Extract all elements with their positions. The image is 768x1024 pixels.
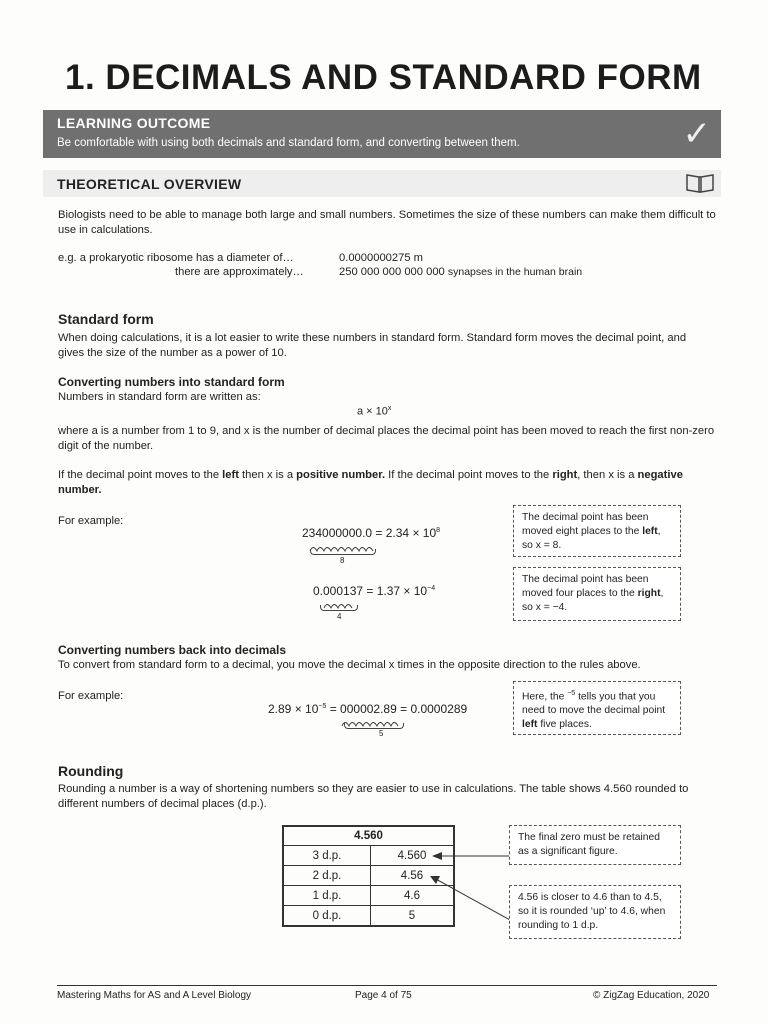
rounding-connectors <box>420 840 520 930</box>
rounding-heading: Rounding <box>58 763 124 779</box>
learning-outcome-heading: LEARNING OUTCOME <box>57 115 211 131</box>
rule-part: If the decimal point moves to the <box>385 469 553 481</box>
footer-left: Mastering Maths for AS and A Level Biology <box>57 990 251 1001</box>
for-example-label-2: For example: <box>58 690 124 702</box>
rule-positive: positive number. <box>296 469 386 481</box>
back-note <box>513 681 681 735</box>
back-to-decimals-text: To convert from standard form to a decimal, you move the decimal x times in the opposite direction to the rules above. <box>58 659 641 671</box>
learning-outcome-text: Be comfortable with using both decimals and standard form, and converting between them. <box>57 137 520 149</box>
rule-right: right <box>552 469 578 481</box>
example1-expr: 234000000.0 = 2.34 × 10 <box>302 526 437 540</box>
example2-exponent: −4 <box>427 585 436 592</box>
rounding-note-2: 4.56 is closer to 4.6 than to 4.5, so it is rounded ‘up’ to 4.6, when rounding to 1 d.p. <box>509 885 681 939</box>
back-expression <box>268 702 467 716</box>
example2-count: 4 <box>337 612 342 621</box>
footer-copyright: © ZigZag Education, 2020 <box>593 990 710 1001</box>
example2-brace <box>320 605 358 611</box>
back-expr-exponent: −5 <box>318 703 327 710</box>
table-cell-value: 4.6 <box>371 886 455 906</box>
footer-page-number: Page 4 of 75 <box>355 990 412 1001</box>
back-to-decimals-heading: Converting numbers back into decimals <box>58 643 287 657</box>
where-text: where a is a number from 1 to 9, and x is the number of decimal places the decimal point has been moved to reach the first non-zero digit of the number. <box>58 425 715 452</box>
example2-note <box>513 567 681 621</box>
note-bold: right <box>637 588 661 599</box>
page-title: 1. DECIMALS AND STANDARD FORM <box>65 58 702 97</box>
note-sup: −5 <box>567 690 576 697</box>
footer-divider <box>57 985 717 986</box>
example-synapse-value: 250 000 000 000 000 <box>339 266 445 278</box>
note-text: The decimal point has been moved eight places to the <box>522 512 649 537</box>
back-brace <box>344 723 404 729</box>
rule-left: left <box>222 469 239 481</box>
rule-part: then x is a <box>238 469 297 481</box>
example2-expression <box>313 584 435 598</box>
converting-heading: Converting numbers into standard form <box>58 375 285 389</box>
note-bold: left <box>522 719 538 731</box>
table-cell-value: 4.560 <box>371 846 455 866</box>
example-ribosome-label: e.g. a prokaryotic ribosome has a diameter of… <box>58 252 294 264</box>
formula-exponent: x <box>387 405 392 412</box>
table-cell-dp: 1 d.p. <box>283 886 371 906</box>
example1-count: 8 <box>340 556 345 565</box>
table-header: 4.560 <box>283 826 454 846</box>
table-cell-value: 4.56 <box>371 866 455 886</box>
note-text: five places. <box>537 719 592 731</box>
table-cell-dp: 3 d.p. <box>283 846 371 866</box>
rule-part: , then x is a <box>577 469 638 481</box>
rule-part: If the decimal point moves to the <box>58 469 223 481</box>
example1-expression <box>302 526 440 540</box>
book-icon <box>685 172 715 200</box>
note-text: The decimal point has been moved four places to the <box>522 574 649 599</box>
direction-rule <box>58 468 718 498</box>
overview-intro: Biologists need to be able to manage both large and small numbers. Sometimes the size of these numbers can make them difficult to use in calculations. <box>58 209 716 236</box>
standard-form-heading: Standard form <box>58 311 154 327</box>
back-count: 5 <box>379 729 384 738</box>
formula-base: a × 10 <box>357 405 388 418</box>
note-text: tells you that you need to move the decimal point <box>522 691 666 717</box>
rounding-note-1: The final zero must be retained as a significant figure. <box>509 825 681 865</box>
example2-expr: 0.000137 = 1.37 × 10 <box>313 584 428 598</box>
rule-negative: negative number. <box>58 469 683 496</box>
back-expr-a: 2.89 × 10 <box>268 702 319 716</box>
for-example-label: For example: <box>58 515 124 527</box>
example1-note <box>513 505 681 557</box>
note-text: , so x = −4. <box>522 588 664 613</box>
example1-exponent: 8 <box>436 527 441 534</box>
checkmark-icon: ✓ <box>682 115 711 153</box>
table-cell-dp: 0 d.p. <box>283 906 371 927</box>
standard-form-formula <box>357 405 391 418</box>
theoretical-overview-banner <box>43 170 721 197</box>
rounding-text: Rounding a number is a way of shortening numbers so they are easier to use in calculations. The table shows 4.560 rounded to different numbers of decimal places (d.p.). <box>58 783 689 810</box>
standard-form-text: When doing calculations, it is a lot easier to write these numbers in standard form. Standard form moves the decimal point, and gives the size of the number as a power of 10. <box>58 332 687 359</box>
example1-brace <box>310 549 376 555</box>
example-synapse-label: there are approximately… <box>175 266 304 278</box>
example-ribosome-value: 0.0000000275 m <box>339 252 423 264</box>
theoretical-overview-heading: THEORETICAL OVERVIEW <box>57 176 242 192</box>
table-cell-dp: 2 d.p. <box>283 866 371 886</box>
learning-outcome-banner <box>43 110 721 158</box>
table-cell-value: 5 <box>371 906 455 927</box>
back-expr-b: = 000002.89 = 0.0000289 <box>326 702 468 716</box>
example-synapse-line <box>339 265 582 280</box>
converting-text: Numbers in standard form are written as: <box>58 391 261 403</box>
note-text: , so x = 8. <box>522 526 661 551</box>
example-synapse-tail: synapses in the human brain <box>447 266 583 278</box>
note-bold: left <box>642 526 658 537</box>
note-text: Here, the <box>522 691 568 703</box>
